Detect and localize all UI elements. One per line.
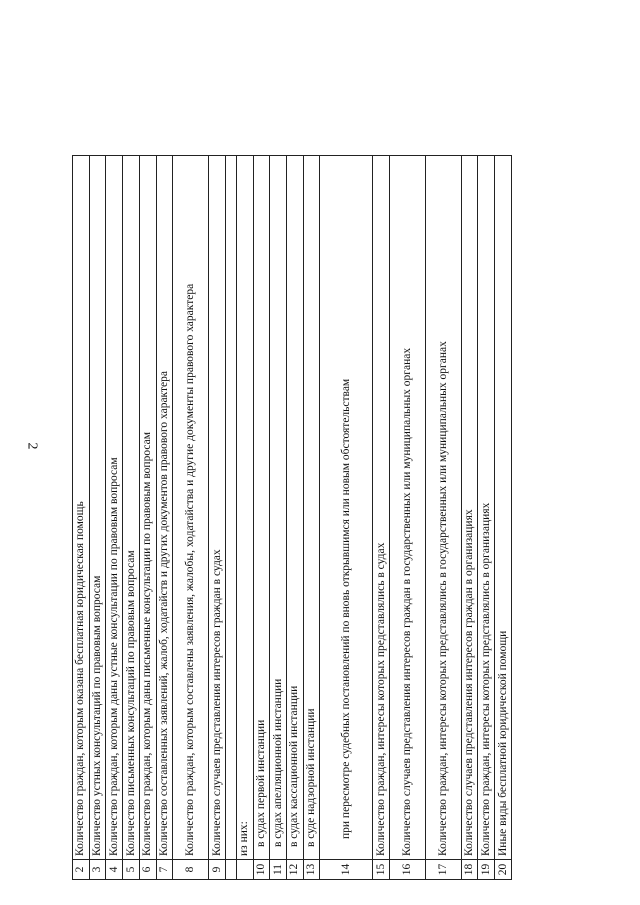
row-text: Иные виды бесплатной юридической помощи: [495, 156, 512, 860]
row-number: 7: [156, 860, 173, 880]
table-row: [270, 156, 287, 880]
row-number: 11: [270, 860, 287, 880]
table-row: [73, 156, 90, 880]
page-number: 2: [24, 442, 40, 450]
row-text: Количество составленных заявлений, жалоб, ходатайств и других документов правового характера: [156, 156, 173, 860]
row-text: Количество граждан, которым даны устные консультации по правовым вопросам: [106, 156, 123, 860]
table-row: [253, 156, 270, 880]
table-row: [209, 156, 226, 880]
row-number: 10: [253, 860, 270, 880]
table-row: [286, 156, 303, 880]
row-text: Количество граждан, интересы которых представлялись в организациях: [478, 156, 495, 860]
row-text: в судах первой инстанции: [253, 156, 270, 860]
row-text: Количество граждан, которым составлены заявления, жалобы, ходатайства и другие документы правового характера: [173, 156, 209, 860]
row-number: 13: [303, 860, 320, 880]
row-number: 20: [495, 860, 512, 880]
row-number: 19: [478, 860, 495, 880]
row-number: 9: [209, 860, 226, 880]
row-text: в судах апелляционной инстанции: [270, 156, 287, 860]
row-text: в суде надзорной инстанции: [303, 156, 320, 860]
row-number: 6: [139, 860, 156, 880]
row-text: Количество случаев представления интересов граждан в государственных или муниципальных органах: [389, 156, 425, 860]
report-table: [72, 155, 512, 880]
table-row: [139, 156, 156, 880]
row-number: 17: [425, 860, 461, 880]
row-text: Количество граждан, интересы которых представлялись в государственных или муниципальных органах: [425, 156, 461, 860]
row-text: Количество граждан, интересы которых представлялись в судах: [373, 156, 390, 860]
table-row: [89, 156, 106, 880]
row-number: 8: [173, 860, 209, 880]
row-text: Количество случаев представления интересов граждан в судах: [209, 156, 226, 860]
row-number: 3: [89, 860, 106, 880]
table-row: [123, 156, 140, 880]
row-number: 2: [73, 860, 90, 880]
table-row: [156, 156, 173, 880]
table-row: [373, 156, 390, 880]
row-text: при пересмотре судебных постановлений по вновь открывшимся или новым обстоятельствам: [320, 156, 373, 860]
table-row: [461, 156, 478, 880]
table-row: [226, 156, 237, 880]
table-row: [303, 156, 320, 880]
row-number: [226, 860, 237, 880]
row-text: Количество граждан, которым даны письменные консультации по правовым вопросам: [139, 156, 156, 860]
row-number: 15: [373, 860, 390, 880]
row-text: из них:: [236, 156, 253, 860]
table-row: [106, 156, 123, 880]
row-number: 5: [123, 860, 140, 880]
table-row: [495, 156, 512, 880]
table-row: [236, 156, 253, 880]
row-number: 16: [389, 860, 425, 880]
row-number: 4: [106, 860, 123, 880]
row-text: Количество устных консультаций по правовым вопросам: [89, 156, 106, 860]
table-row: [320, 156, 373, 880]
report-table-rotated: [72, 155, 512, 880]
row-text: в судах кассационной инстанции: [286, 156, 303, 860]
row-number: 18: [461, 860, 478, 880]
row-number: [236, 860, 253, 880]
table-row: [425, 156, 461, 880]
row-number: 14: [320, 860, 373, 880]
table-row: [173, 156, 209, 880]
table-row: [478, 156, 495, 880]
row-text: [226, 156, 237, 860]
row-number: 12: [286, 860, 303, 880]
table-row: [389, 156, 425, 880]
row-text: Количество письменных консультаций по правовым вопросам: [123, 156, 140, 860]
row-text: Количество случаев представления интересов граждан в организациях: [461, 156, 478, 860]
row-text: Количество граждан, которым оказана бесплатная юридическая помощь: [73, 156, 90, 860]
